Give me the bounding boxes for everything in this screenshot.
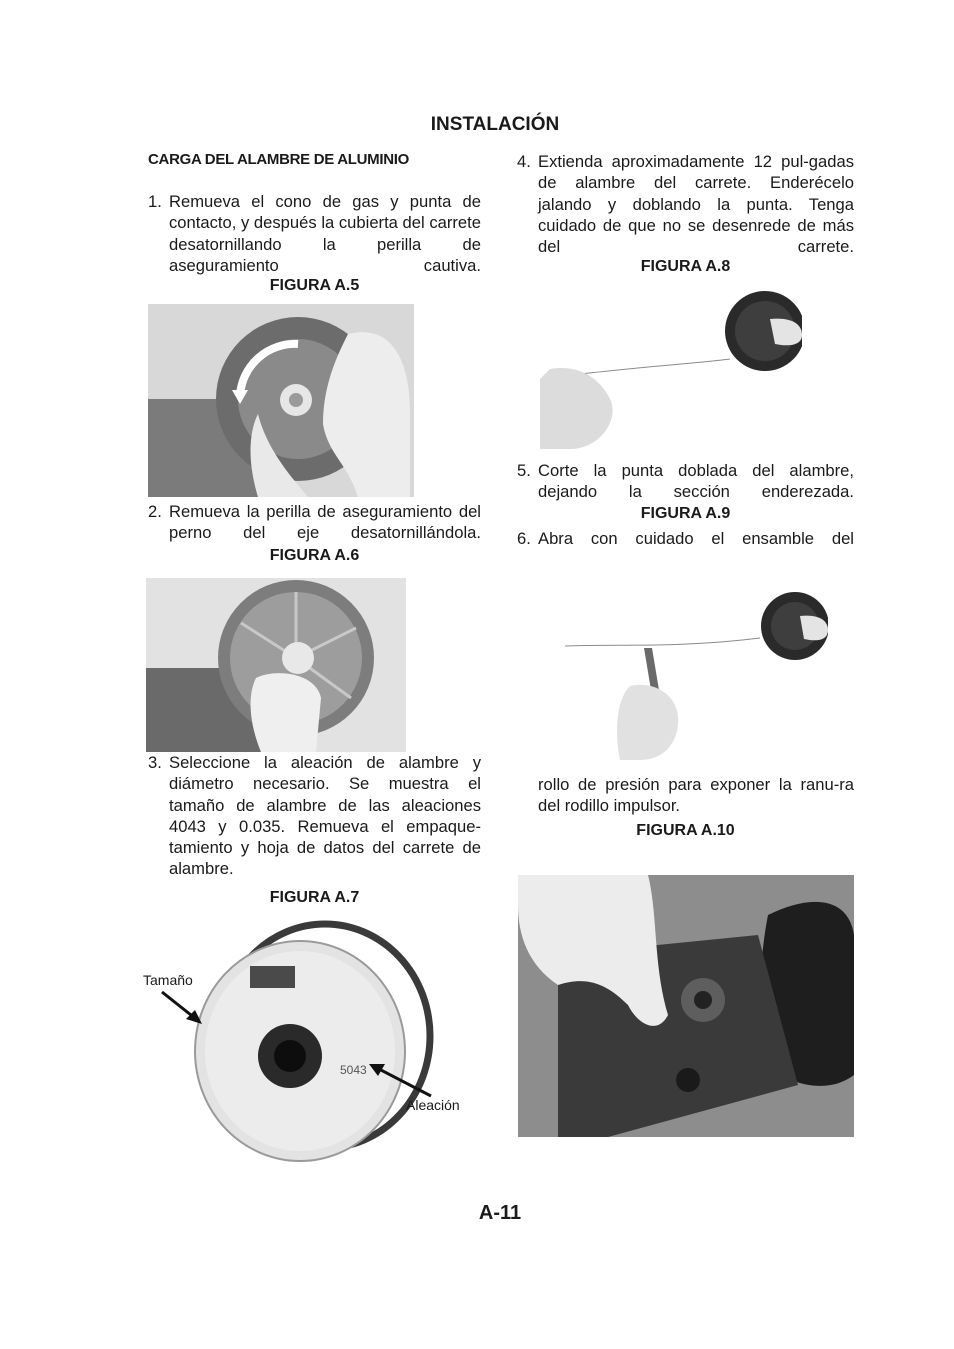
section-title: CARGA DEL ALAMBRE DE ALUMINIO [148, 151, 410, 168]
figure-a10-photo [518, 875, 854, 1137]
figure-caption-a9: FIGURA A.9 [640, 505, 731, 522]
step-number: 2. [148, 502, 162, 521]
step-text: Remueva la perilla de aseguramiento del perno del eje desatornillándola. [169, 502, 481, 543]
figure-a7-photo [190, 916, 440, 1162]
step-number: 1. [148, 192, 162, 211]
arrow-aleacion [363, 1060, 435, 1100]
step-text: rollo de presión para exponer la ranu-ra del rodillo impulsor. [538, 775, 854, 816]
label-tamano: Tamaño [143, 972, 193, 988]
step-3 [148, 752, 481, 901]
step-text: Extienda aproximadamente 12 pul-gadas de alambre del carrete. Enderécelo jalando y doblando la punta. Tenga cuidado de que no se desenrede de más del carrete. [538, 152, 854, 257]
step-text: Abra con cuidado el ensamble del [538, 529, 854, 548]
figure-a8-photo [540, 289, 802, 449]
figure-a5-photo [148, 304, 414, 497]
figure-caption-a5: FIGURA A.5 [269, 277, 360, 294]
step-6 [517, 528, 854, 571]
figure-caption-a8: FIGURA A.8 [640, 258, 731, 275]
step-6-continued [517, 774, 854, 817]
step-number: 6. [517, 529, 531, 548]
step-number: 3. [148, 753, 162, 772]
page-number: A-11 [478, 1202, 522, 1224]
figure-caption-a10: FIGURA A.10 [636, 822, 735, 839]
figure-a6-photo [146, 578, 406, 752]
svg-text:5043: 5043 [340, 1063, 367, 1077]
arrow-tamano [158, 988, 208, 1028]
figure-a9-photo [560, 586, 828, 760]
step-number: 5. [517, 461, 531, 480]
step-number: 4. [517, 152, 531, 171]
step-text: Remueva el cono de gas y punta de contacto, y después la cubierta del carrete desatornillando la perilla de aseguramiento cautiva. [169, 192, 481, 275]
step-text: Corte la punta doblada del alambre, dejando la sección enderezada. [538, 461, 854, 502]
step-text: Seleccione la aleación de alambre y diámetro necesario. Se muestra el tamaño de alambre de las aleaciones 4043 y 0.035. Remueva el empaque-tamiento y hoja de datos del carrete de alambre. [169, 753, 481, 879]
figure-caption-a7: FIGURA A.7 [269, 889, 360, 906]
label-aleacion: Aleación [406, 1097, 460, 1113]
page-title: INSTALACIÓN [430, 114, 560, 135]
figure-caption-a6: FIGURA A.6 [269, 547, 360, 564]
